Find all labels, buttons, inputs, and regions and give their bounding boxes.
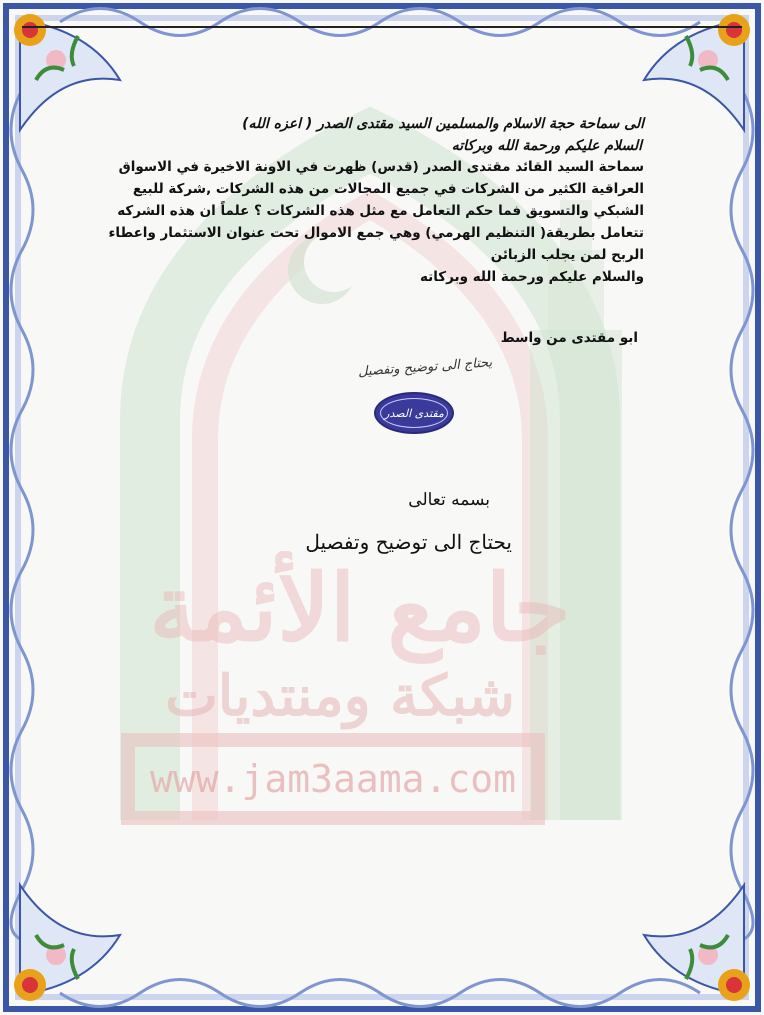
letter-body-line: العراقية الكثير من الشركات في جميع المجالات من هذه الشركات ,شركة للبيع: [132, 181, 644, 197]
reply-heading: بسمه تعالى: [408, 490, 490, 510]
letter-body-line: سماحة السيد القائد مقتدى الصدر (قدس) ظهرت في الاونة الاخيرة في الاسواق: [118, 159, 644, 175]
letter-body: [104, 156, 644, 288]
letter-body-line: الربح لمن يجلب الزبائن: [490, 247, 644, 263]
bottom-scroll: [60, 980, 700, 1007]
watermark-url: www.jam3aama.com: [149, 757, 517, 801]
stamp-text: مقتدى الصدر: [380, 398, 448, 428]
corner-ornament-top-right: [644, 14, 750, 130]
corner-ornament-bottom-right: [644, 885, 750, 1001]
right-scroll: [731, 90, 753, 940]
letter-body-line: الشبكي والتسويق فما حكم التعامل مع مثل هذه الشركات ؟ علماً ان هذه الشركه: [117, 203, 644, 219]
watermark-subtitle: شبكة ومنتديات: [165, 663, 515, 729]
letter-body-line: تتعامل بطريقة( التنظيم الهرمي) وهي جمع الاموال تحت عنوان الاستثمار واعطاء: [108, 225, 644, 241]
watermark-logo-text: جامع الأئمة: [149, 554, 571, 662]
official-stamp: [374, 392, 454, 434]
salutation-line-2: السلام عليكم ورحمة الله وبركاته: [451, 138, 642, 154]
left-scroll: [11, 90, 33, 940]
handwritten-note: يحتاج الى توضيح وتفصيل: [357, 355, 493, 380]
top-scroll: [60, 9, 700, 36]
corner-ornament-bottom-left: [14, 885, 120, 1001]
reply-text: يحتاج الى توضيح وتفصيل: [305, 530, 512, 554]
letter-signature: ابو مقتدى من واسط: [500, 330, 638, 346]
corner-ornament-top-left: [14, 14, 120, 130]
letter-body-line: والسلام عليكم ورحمة الله وبركاته: [419, 269, 644, 285]
salutation-line-1: الى سماحة حجة الاسلام والمسلمين السيد مقتدى الصدر ( اعزه الله): [242, 116, 644, 132]
header-rule: [22, 26, 742, 28]
